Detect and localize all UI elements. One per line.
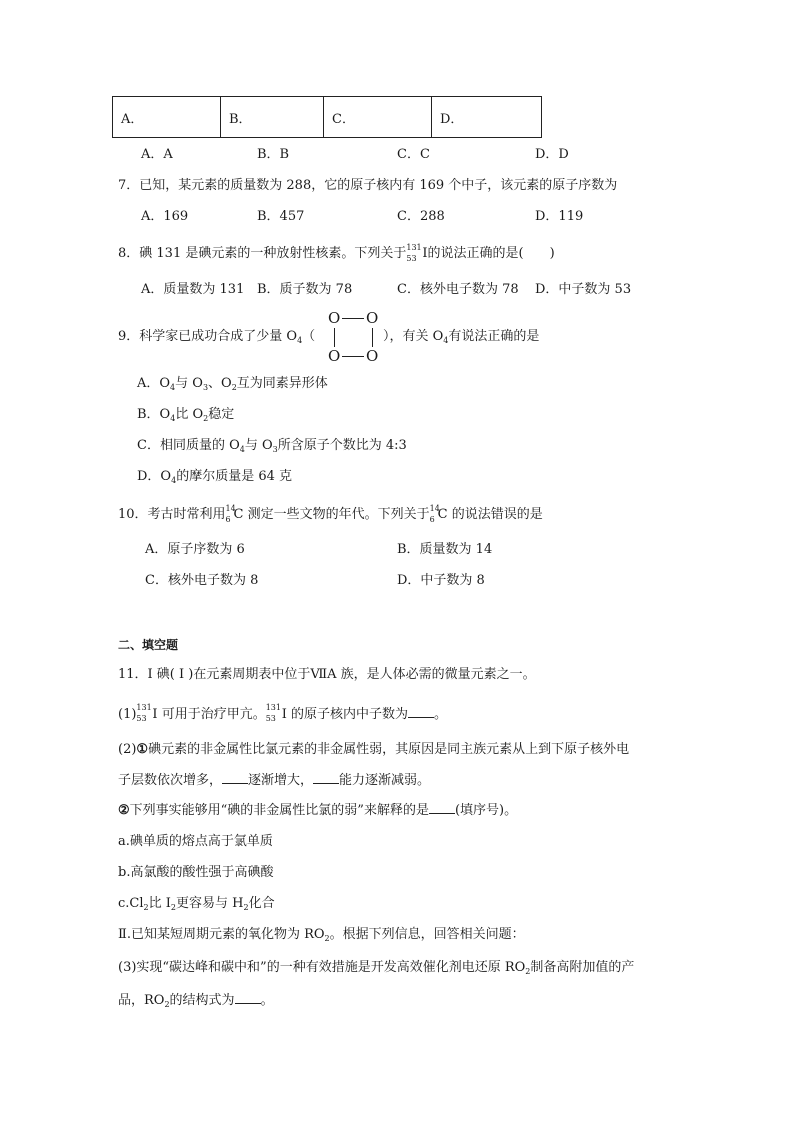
q6-option-a: A．A xyxy=(141,147,173,162)
q8-option-c: C．核外电子数为 78 xyxy=(397,282,519,297)
bond-top xyxy=(342,318,364,319)
nuclide-c14-2: 14 6 xyxy=(429,504,440,524)
q6-option-c: C．C xyxy=(397,147,430,162)
nuclide-i131: 131 53 xyxy=(406,243,422,263)
nuclide-i131-a: 131 53 xyxy=(136,703,152,723)
q10-stem: 10．考古时常利用 14 6 C 测定一些文物的年代。下列关于 14 6 C 的说法错误的是 xyxy=(118,504,543,524)
q11-choice-c: $c.Cl_2$比 $I_2$更容易与 $H_2$化合 xyxy=(118,896,275,912)
q7-option-b: B．457 xyxy=(257,209,305,224)
atom-o-bottom-right: O xyxy=(366,347,379,365)
q11-part-ii-intro: Ⅱ.已知某短周期元素的氧化物为 $RO_2$。根据下列信息，回答相关问题： xyxy=(118,927,525,943)
answer-blank-2[interactable] xyxy=(222,771,248,784)
atom-o-top-left: O xyxy=(328,309,341,327)
bond-right xyxy=(372,328,373,347)
answer-blank-1[interactable] xyxy=(408,705,434,718)
q11-part2-line1: (2)①碘元素的非金属性比氯元素的非金属性弱，其原因是同主族元素从上到下原子核外电 xyxy=(118,742,630,757)
answer-blank-3[interactable] xyxy=(313,771,339,784)
q11-choice-b: b.高氯酸的酸性强于高碘酸 xyxy=(118,865,274,880)
nuclide-c14: 14 6 xyxy=(225,504,236,524)
q9-stem: 9．科学家已成功合成了少量 $O_4$（ xyxy=(118,329,316,345)
nuclide-i131-b: 131 53 xyxy=(265,703,281,723)
answer-blank-5[interactable] xyxy=(235,991,261,1004)
q10-option-d: D．中子数为 8 xyxy=(397,573,485,588)
option-cell-b: B． xyxy=(221,97,324,138)
q10-option-c: C．核外电子数为 8 xyxy=(145,573,259,588)
q10-option-b: B．质量数为 14 xyxy=(397,542,493,557)
q8-option-d: D．中子数为 53 xyxy=(535,282,632,297)
q9-stem-end: ），有关 $O_4$有说法正确的是 xyxy=(383,329,540,345)
o4-structure xyxy=(325,310,381,364)
option-cell-a: A． xyxy=(113,97,221,138)
q8-option-b: B．质子数为 78 xyxy=(257,282,353,297)
q11-part3-line1: (3)实现“碳达峰和碳中和”的一种有效措施是开发高效催化剂电还原 $RO_2$制备高附加值的产 xyxy=(118,960,635,976)
q9-option-a: A．$O_4$与 $O_3$、$O_2$互为同素异形体 xyxy=(137,376,328,392)
q11-stem: 11．I 碘( I )在元素周期表中位于ⅦA 族，是人体必需的微量元素之一。 xyxy=(118,667,536,682)
q6-option-d: D．D xyxy=(535,147,569,162)
option-cell-d: D． xyxy=(432,97,542,138)
answer-blank-4[interactable] xyxy=(429,801,455,814)
q10-option-a: A．原子序数为 6 xyxy=(145,542,245,557)
q7-option-d: D．119 xyxy=(535,209,584,224)
section-heading-fill-in: 二、填空题 xyxy=(118,638,179,652)
q7-option-c: C．288 xyxy=(397,209,445,224)
q6-option-b: B．B xyxy=(257,147,290,162)
q9-option-b: B．$O_4$比 $O_2$稳定 xyxy=(137,407,235,423)
q11-part1: (1) 131 53 I 可用于治疗甲亢。 131 53 I 的原子核内中子数为 。 xyxy=(118,703,447,723)
q9-option-c: C．相同质量的 $O_4$与 $O_3$所含原子个数比为 4:3 xyxy=(137,438,407,454)
bond-bottom xyxy=(342,356,364,357)
q8-stem: 8．碘 131 是碘元素的一种放射性核素。下列关于 131 53 I的说法正确的是( ) xyxy=(118,243,555,263)
q11-part2-line2: 子层数依次增多， 逐渐增大， 能力逐渐减弱。 xyxy=(118,773,431,788)
atom-o-bottom-left: O xyxy=(328,347,341,365)
q11-part2-line3: ②下列事实能够用“碘的非金属性比氯的弱”来解释的是 (填序号)。 xyxy=(118,803,518,818)
option-table xyxy=(112,96,542,138)
option-cell-c: C． xyxy=(324,97,432,138)
q7-stem: 7．已知，某元素的质量数为 288，它的原子核内有 169 个中子，该元素的原子序数为 xyxy=(118,178,618,193)
q8-option-a: A．质量数为 131 xyxy=(141,282,245,297)
q11-choice-a: a.碘单质的熔点高于氯单质 xyxy=(118,834,273,849)
q7-option-a: A．169 xyxy=(141,209,189,224)
bond-left xyxy=(334,328,335,347)
atom-o-top-right: O xyxy=(366,309,379,327)
q11-part3-line2: 品，$RO_2$的结构式为 。 xyxy=(118,993,274,1009)
q9-option-d: D．$O_4$的摩尔质量是 64 克 xyxy=(137,469,292,485)
